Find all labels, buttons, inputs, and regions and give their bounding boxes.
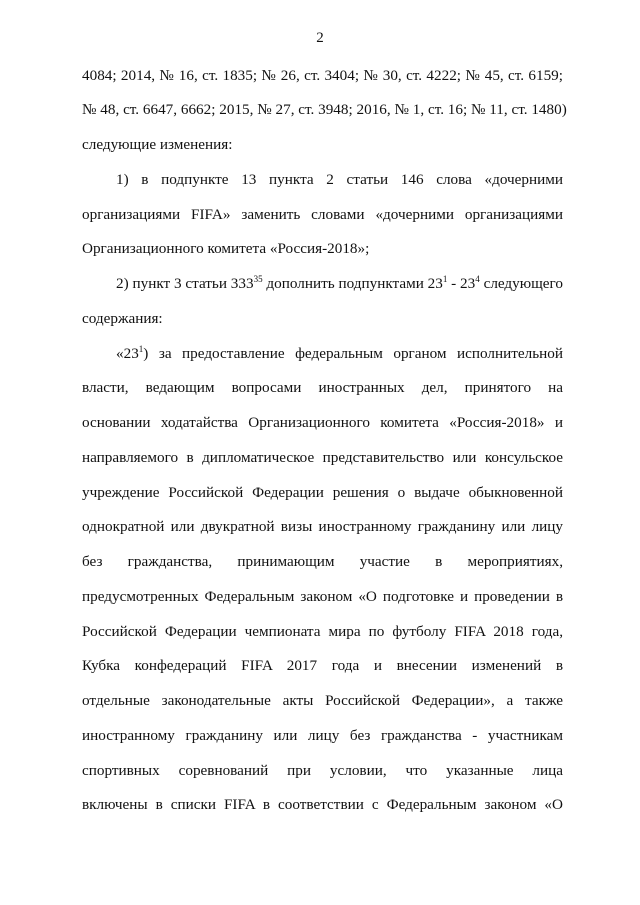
text-line-4: 1) в подпункте 13 пункта 2 статьи 146 слова «дочерними [116, 171, 563, 188]
text-fragment: ) за предоставление федеральным органом исполнительной [143, 345, 563, 362]
text-line-14: однократной или двукратной визы иностранному гражданину или лицу [82, 518, 563, 535]
text-line-3: следующие изменения: [82, 136, 233, 153]
text-fragment: 2) пункт 3 статьи 333 [116, 275, 254, 292]
text-line-6: Организационного комитета «Россия-2018»; [82, 240, 370, 257]
text-line-2: № 48, ст. 6647, 6662; 2015, № 27, ст. 3948; 2016, № 1, ст. 16; № 11, ст. 1480) [82, 101, 567, 118]
text-fragment: дополнить подпунктами 23 [262, 275, 443, 292]
text-line-5: организациями FIFA» заменить словами «дочерними организациями [82, 206, 563, 223]
page-number: 2 [316, 30, 324, 46]
text-line-22: включены в списки FIFA в соответствии с Федеральным законом «О [82, 796, 563, 813]
text-line-10: власти, ведающим вопросами иностранных дел, принятого на [82, 379, 563, 396]
text-line-21: спортивных соревнований при условии, что указанные лица [82, 762, 563, 779]
superscript: 4 [475, 274, 480, 284]
text-fragment: - 23 [447, 275, 476, 292]
text-line-20: иностранному гражданину или лицу без гражданства - участникам [82, 727, 563, 744]
text-line-1: 4084; 2014, № 16, ст. 1835; № 26, ст. 3404; № 30, ст. 4222; № 45, ст. 6159; [82, 67, 563, 84]
text-line-17: Российской Федерации чемпионата мира по футболу FIFA 2018 года, [82, 623, 563, 640]
superscript: 35 [253, 274, 263, 284]
text-line-12: направляемого в дипломатическое представительство или консульское [82, 449, 563, 466]
text-line-9 [116, 344, 563, 364]
text-line-11: основании ходатайства Организационного комитета «Россия-2018» и [82, 414, 563, 431]
text-line-15: без гражданства, принимающим участие в мероприятиях, [82, 553, 563, 570]
superscript: 1 [442, 274, 448, 284]
text-line-18: Кубка конфедераций FIFA 2017 года и внесении изменений в [82, 657, 563, 674]
text-line-19: отдельные законодательные акты Российской Федерации», а также [82, 692, 563, 709]
superscript: 1 [138, 344, 144, 354]
text-line-8: содержания: [82, 310, 163, 327]
text-fragment: следующего [479, 275, 563, 292]
text-fragment: «23 [116, 345, 139, 362]
text-line-13: учреждение Российской Федерации решения о выдаче обыкновенной [82, 484, 563, 501]
text-line-7 [116, 274, 563, 294]
text-line-16: предусмотренных Федеральным законом «О подготовке и проведении в [82, 588, 563, 605]
